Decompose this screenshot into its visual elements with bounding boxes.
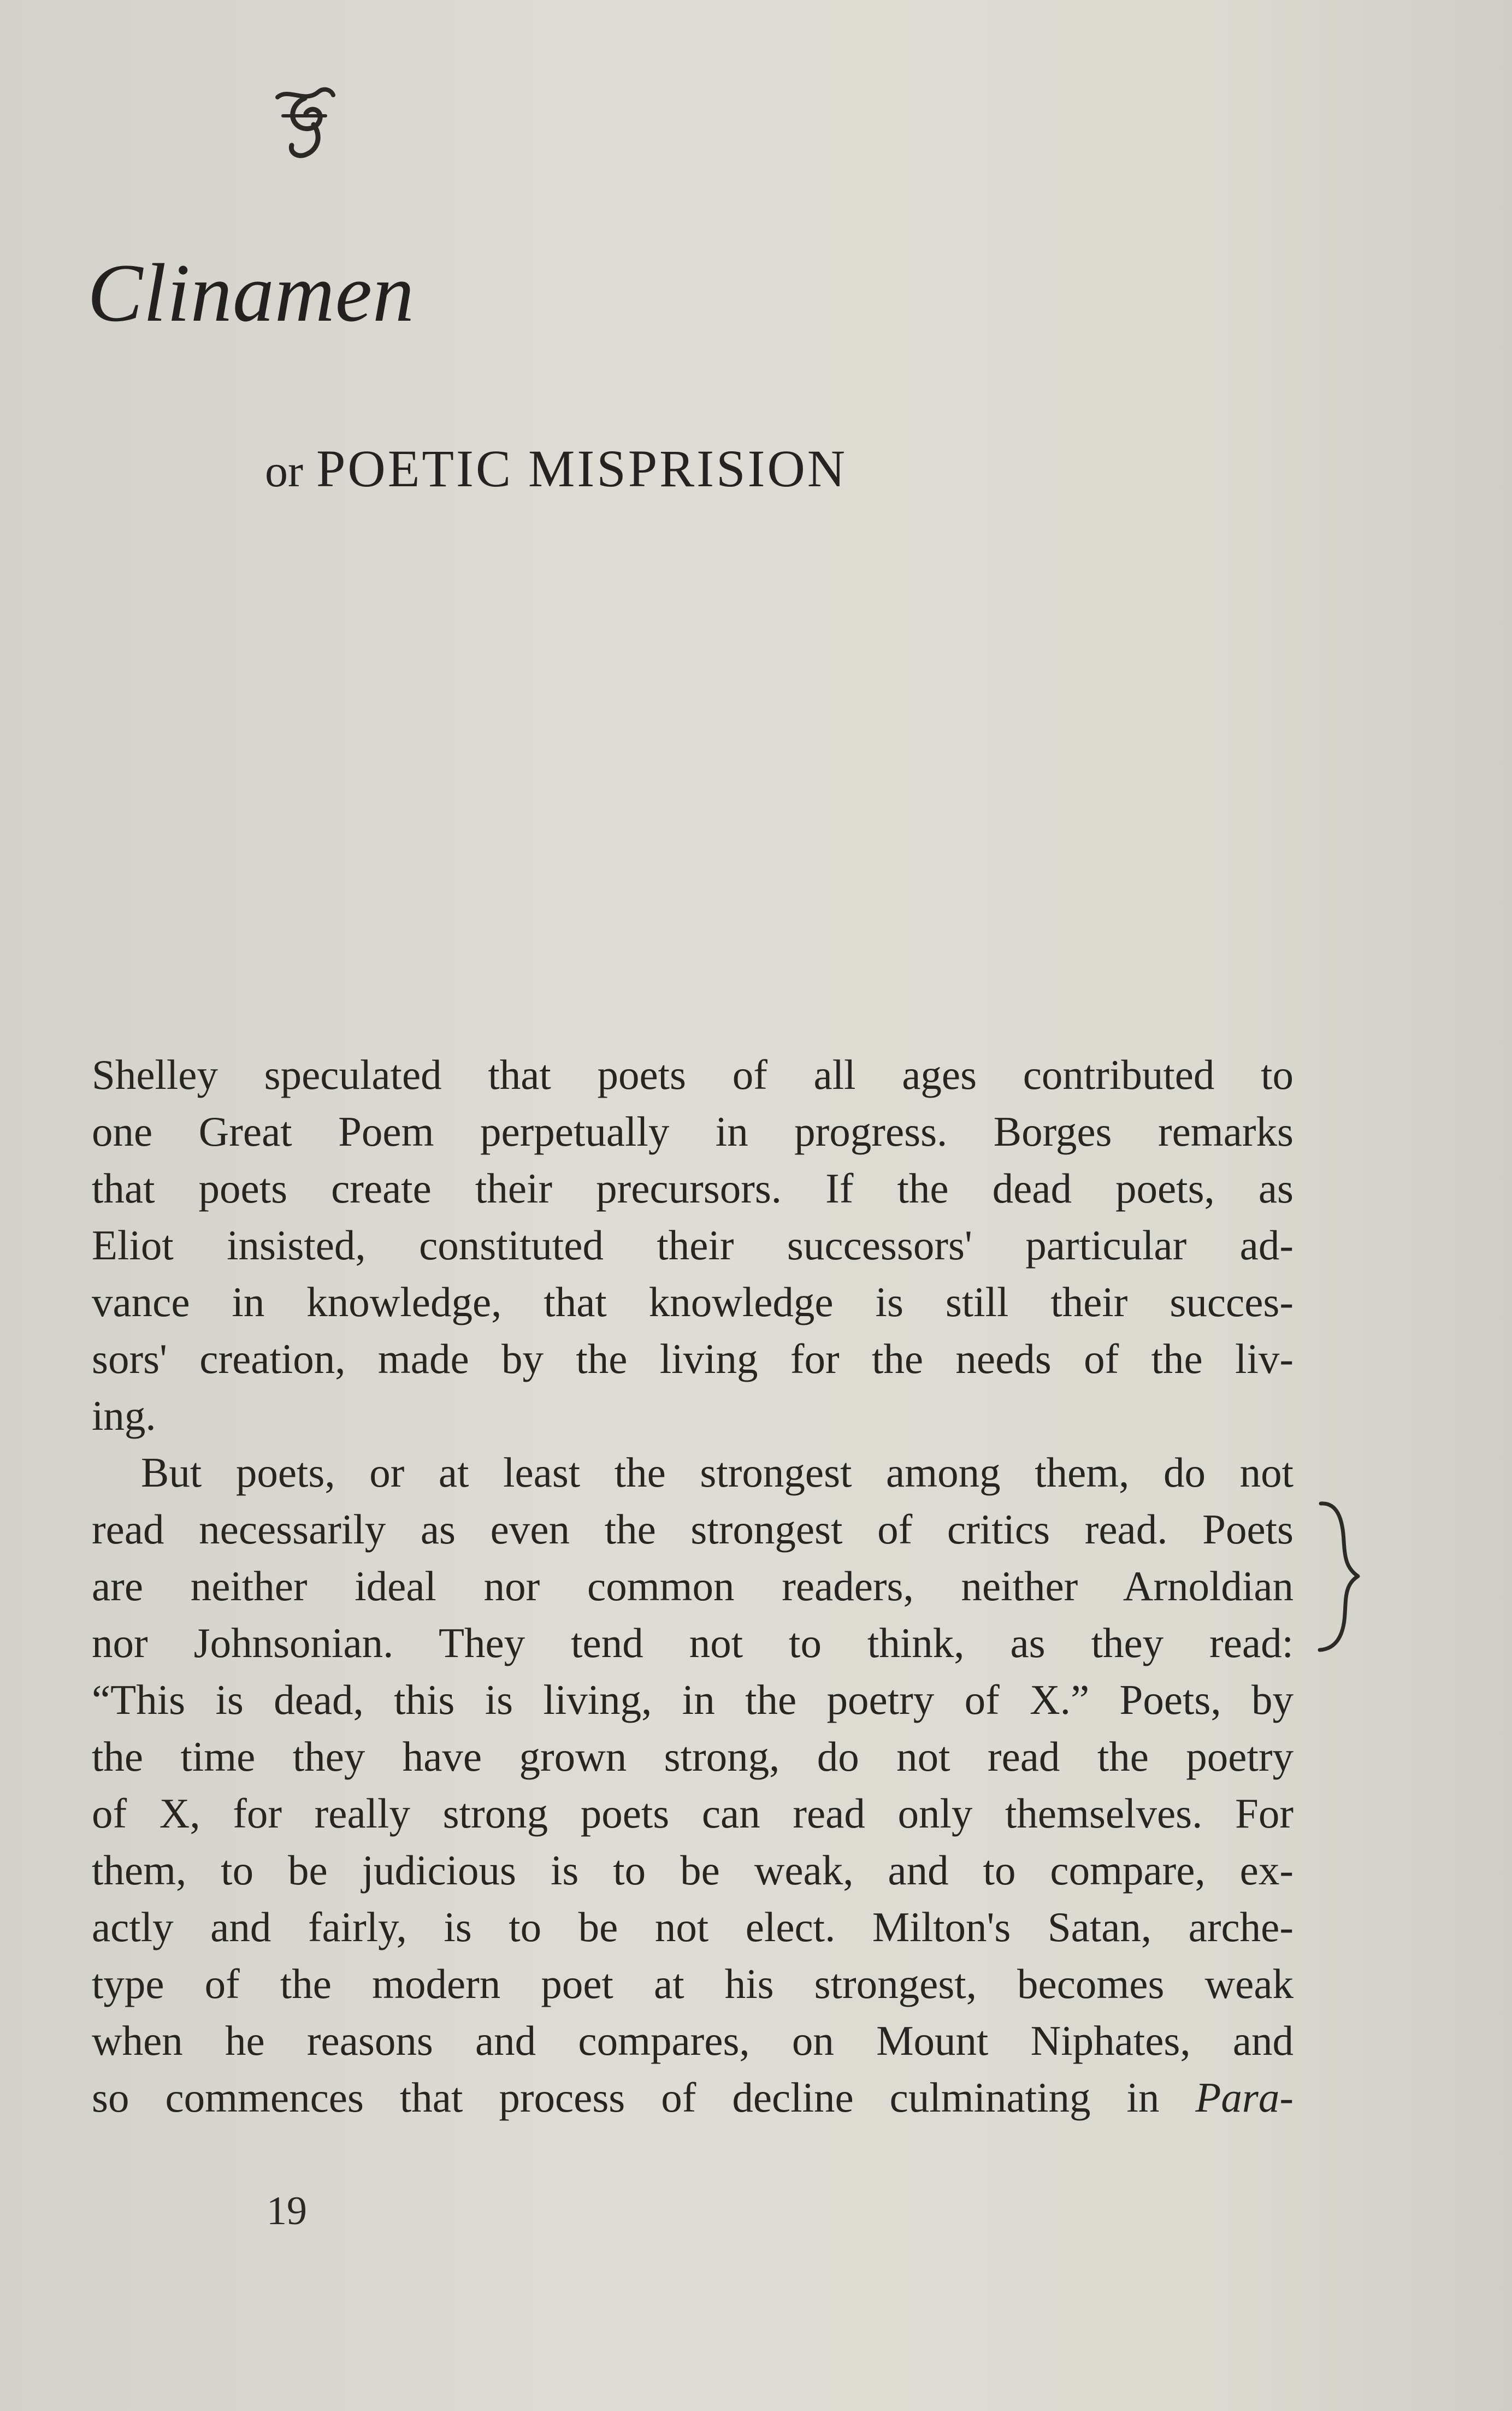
text-line: when he reasons and compares, on Mount Niphates, and bbox=[92, 2017, 1294, 2064]
text-line-final-italic: Para- bbox=[1195, 2074, 1294, 2121]
text-line: that poets create their precursors. If the dead poets, as bbox=[92, 1165, 1294, 1212]
text-line: sors' creation, made by the living for the needs of the liv- bbox=[92, 1335, 1294, 1382]
chapter-title: Clinamen bbox=[87, 247, 415, 339]
text-line: Eliot insisted, constituted their successors' particular ad- bbox=[92, 1222, 1294, 1269]
text-line: one Great Poem perpetually in progress. Borges remarks bbox=[92, 1108, 1294, 1155]
text-line: type of the modern poet at his strongest, becomes weak bbox=[92, 1960, 1294, 2007]
text-line: “This is dead, this is living, in the poetry of X.” Poets, by bbox=[92, 1676, 1294, 1723]
text-line-final-roman: so commences that process of decline culminating in bbox=[92, 2074, 1160, 2121]
text-line: them, to be judicious is to be weak, and to compare, ex- bbox=[92, 1847, 1294, 1894]
text-line-final bbox=[92, 2069, 1294, 2126]
text-line: vance in knowledge, that knowledge is still their succes- bbox=[92, 1278, 1294, 1325]
chapter-subtitle bbox=[265, 439, 848, 498]
text-line: nor Johnsonian. They tend not to think, as they read: bbox=[92, 1619, 1294, 1666]
text-line: ing. bbox=[92, 1392, 156, 1439]
handwritten-brace-icon bbox=[1311, 1497, 1371, 1655]
text-line: actly and fairly, is to be not elect. Milton's Satan, arche- bbox=[92, 1903, 1294, 1950]
text-line: Shelley speculated that poets of all ages contributed to bbox=[92, 1051, 1294, 1098]
fleuron-ornament-icon bbox=[267, 82, 343, 164]
subtitle-main: POETIC MISPRISION bbox=[316, 439, 848, 498]
text-line: the time they have grown strong, do not read the poetry bbox=[92, 1733, 1294, 1780]
text-line: are neither ideal nor common readers, neither Arnoldian bbox=[92, 1563, 1294, 1610]
text-line: read necessarily as even the strongest of critics read. Poets bbox=[92, 1506, 1294, 1553]
page-number: 19 bbox=[267, 2189, 307, 2233]
body-text bbox=[92, 1046, 1294, 2126]
subtitle-or: or bbox=[265, 446, 303, 497]
text-line: of X, for really strong poets can read only themselves. For bbox=[92, 1790, 1294, 1837]
text-line: But poets, or at least the strongest among them, do not bbox=[141, 1449, 1294, 1496]
